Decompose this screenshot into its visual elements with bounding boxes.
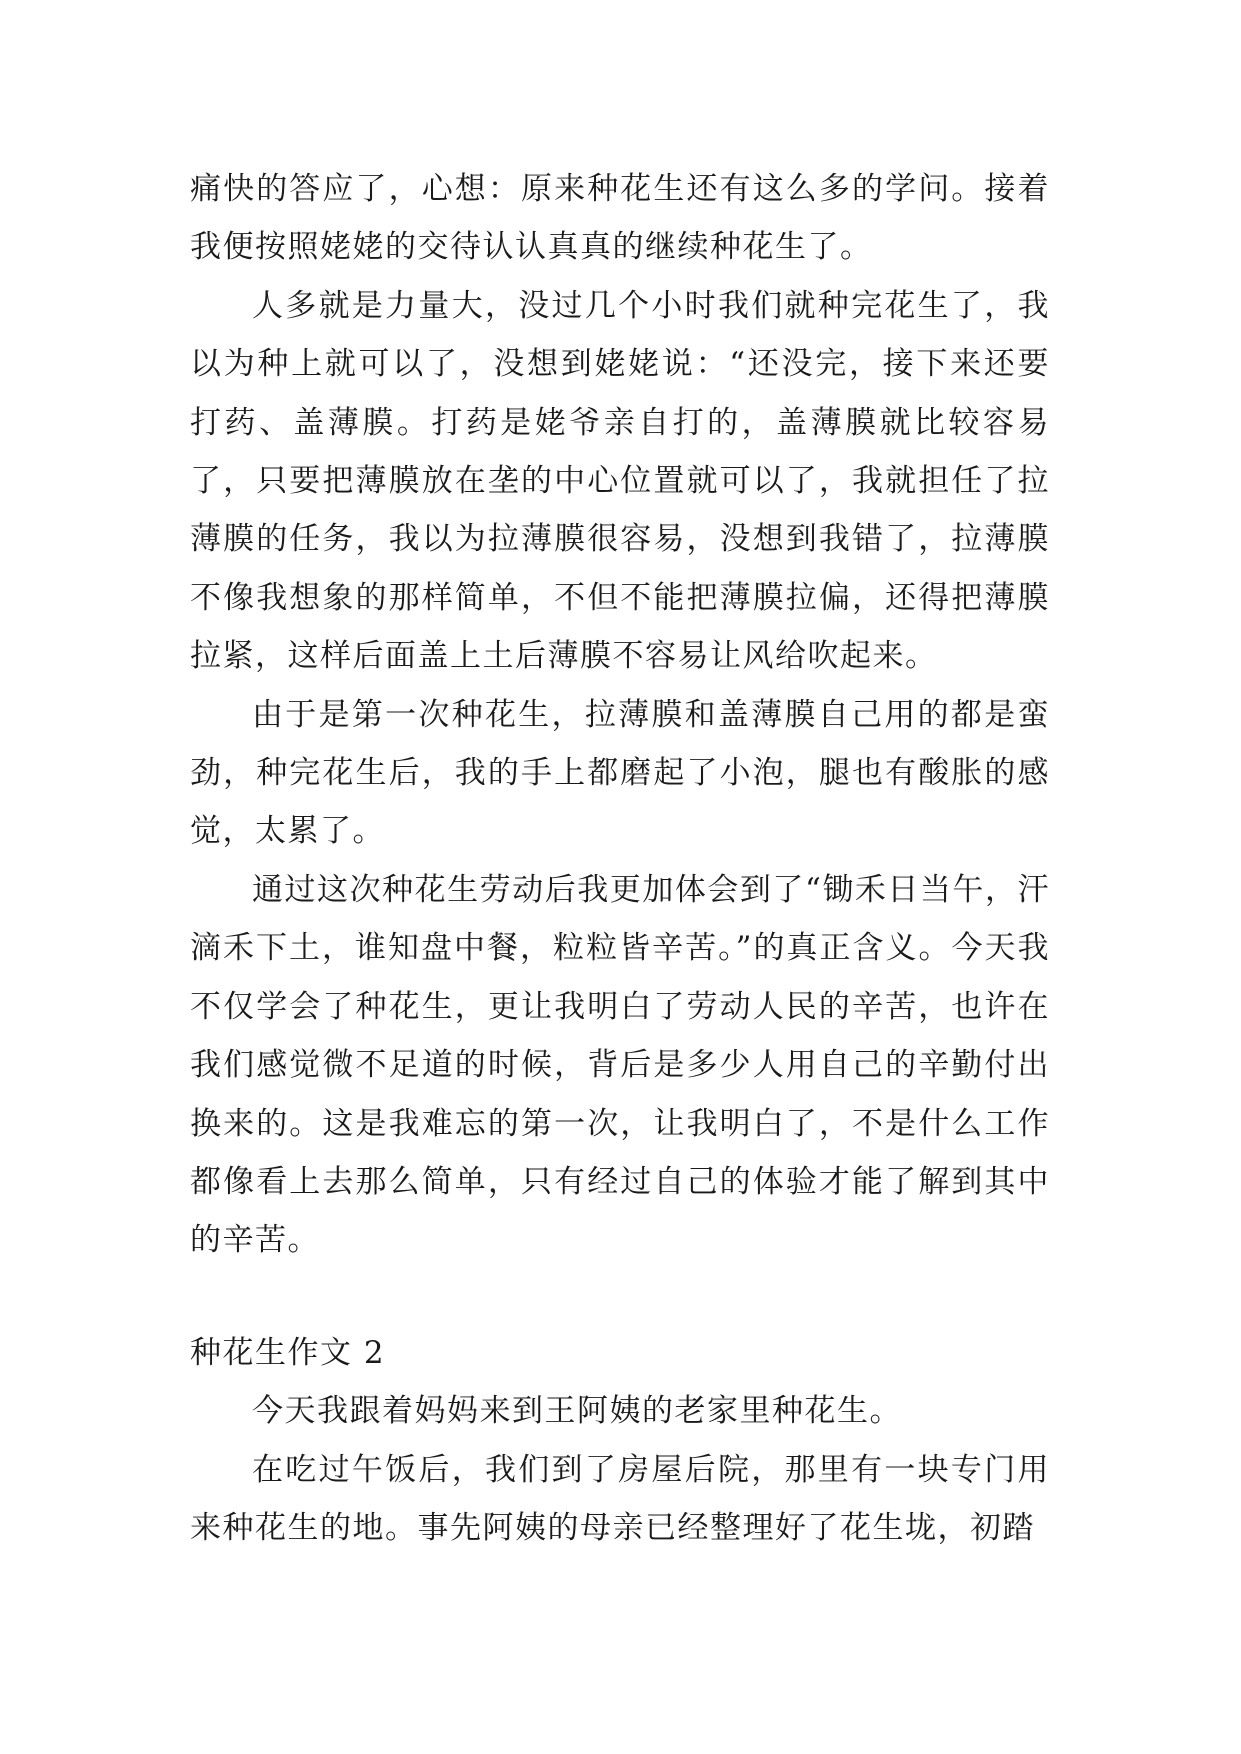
paragraph: 人多就是力量大，没过几个小时我们就种完花生了，我以为种上就可以了，没想到姥姥说：“还没完，接下来还要打药、盖薄膜。打药是姥爷亲自打的，盖薄膜就比较容易了，只要把薄膜放在垄的中心位置就可以了，我就担任了拉薄膜的任务，我以为拉薄膜很容易，没想到我错了，拉薄膜不像我想象的那样简单，不但不能把薄膜拉偏，还得把薄膜拉紧，这样后面盖上土后薄膜不容易让风给吹起来。 bbox=[190, 287, 1050, 675]
document-body bbox=[190, 160, 1050, 1557]
paragraph-continuation: 痛快的答应了，心想：原来种花生还有这么多的学问。接着我便按照姥姥的交待认认真真的继续种花生了。 bbox=[190, 171, 1050, 266]
paragraph: 通过这次种花生劳动后我更加体会到了“锄禾日当午，汗滴禾下土，谁知盘中餐，粒粒皆辛苦。”的真正含义。今天我不仅学会了种花生，更让我明白了劳动人民的辛苦，也许在我们感觉微不足道的时候，背后是多少人用自己的辛勤付出换来的。这是我难忘的第一次，让我明白了，不是什么工作都像看上去那么简单，只有经过自己的体验才能了解到其中的辛苦。 bbox=[190, 871, 1050, 1259]
section-title: 种花生作文 2 bbox=[190, 1334, 386, 1371]
paragraph: 今天我跟着妈妈来到王阿姨的老家里种花生。 bbox=[252, 1393, 902, 1430]
paragraph: 在吃过午饭后，我们到了房屋后院，那里有一块专门用来种花生的地。事先阿姨的母亲已经整理好了花生垅，初踏 bbox=[190, 1451, 1050, 1546]
paragraph: 由于是第一次种花生，拉薄膜和盖薄膜自己用的都是蛮劲，种完花生后，我的手上都磨起了小泡，腿也有酸胀的感觉，太累了。 bbox=[190, 696, 1050, 850]
